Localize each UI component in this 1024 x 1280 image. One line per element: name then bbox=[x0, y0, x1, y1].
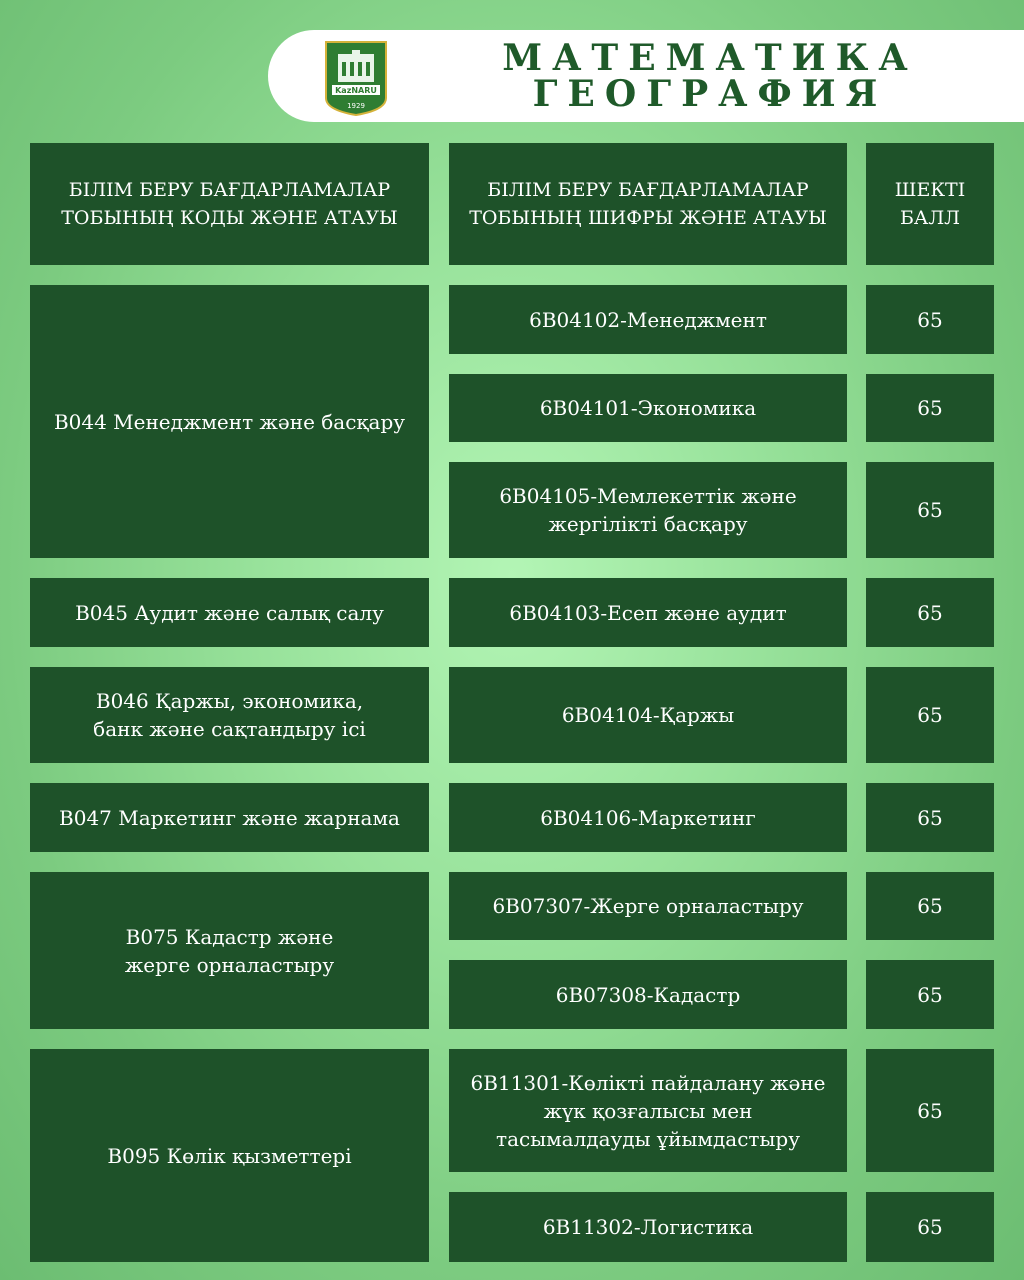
score-cell: 65 bbox=[866, 1192, 994, 1262]
group-cell: B047 Маркетинг және жарнама bbox=[30, 783, 429, 852]
group-cell: B075 Кадастр және жерге орналастыру bbox=[30, 872, 429, 1029]
score-cell: 65 bbox=[866, 960, 994, 1029]
university-logo bbox=[324, 40, 388, 116]
program-cell: 6B07308-Кадастр bbox=[449, 960, 847, 1029]
group-cell: B046 Қаржы, экономика, банк және сақтандыру ісі bbox=[30, 667, 429, 763]
score-cell: 65 bbox=[866, 872, 994, 940]
program-cell: 6B11301-Көлікті пайдалану және жүк қозғалысы мен тасымалдауды ұйымдастыру bbox=[449, 1049, 847, 1172]
score-cell: 65 bbox=[866, 462, 994, 558]
program-cell: 6B04106-Маркетинг bbox=[449, 783, 847, 852]
svg-text:1929: 1929 bbox=[347, 102, 365, 110]
program-cell: 6B04102-Менеджмент bbox=[449, 285, 847, 354]
score-cell: 65 bbox=[866, 374, 994, 442]
header-program-code: БІЛІМ БЕРУ БАҒДАРЛАМАЛАР ТОБЫНЫҢ ШИФРЫ ЖӘНЕ АТАУЫ bbox=[449, 143, 847, 265]
program-cell: 6B04103-Есеп және аудит bbox=[449, 578, 847, 647]
score-cell: 65 bbox=[866, 1049, 994, 1172]
header-group-code: БІЛІМ БЕРУ БАҒДАРЛАМАЛАР ТОБЫНЫҢ КОДЫ ЖӘНЕ АТАУЫ bbox=[30, 143, 429, 265]
program-cell: 6B04105-Мемлекеттік және жергілікті басқару bbox=[449, 462, 847, 558]
score-cell: 65 bbox=[866, 285, 994, 354]
score-cell: 65 bbox=[866, 667, 994, 763]
program-cell: 6B04104-Қаржы bbox=[449, 667, 847, 763]
program-cell: 6B04101-Экономика bbox=[449, 374, 847, 442]
group-cell: B095 Көлік қызметтері bbox=[30, 1049, 429, 1262]
score-cell: 65 bbox=[866, 578, 994, 647]
score-cell: 65 bbox=[866, 783, 994, 852]
program-cell: 6B11302-Логистика bbox=[449, 1192, 847, 1262]
header-threshold-score: ШЕКТІ БАЛЛ bbox=[866, 143, 994, 265]
title-line-2: ГЕОГРАФИЯ bbox=[532, 73, 888, 115]
group-cell: B044 Менеджмент және басқару bbox=[30, 285, 429, 558]
svg-text:KazNARU: KazNARU bbox=[335, 86, 377, 95]
program-cell: 6B07307-Жерге орналастыру bbox=[449, 872, 847, 940]
group-cell: B045 Аудит және салық салу bbox=[30, 578, 429, 647]
title-line-1: МАТЕМАТИКА bbox=[502, 37, 918, 79]
